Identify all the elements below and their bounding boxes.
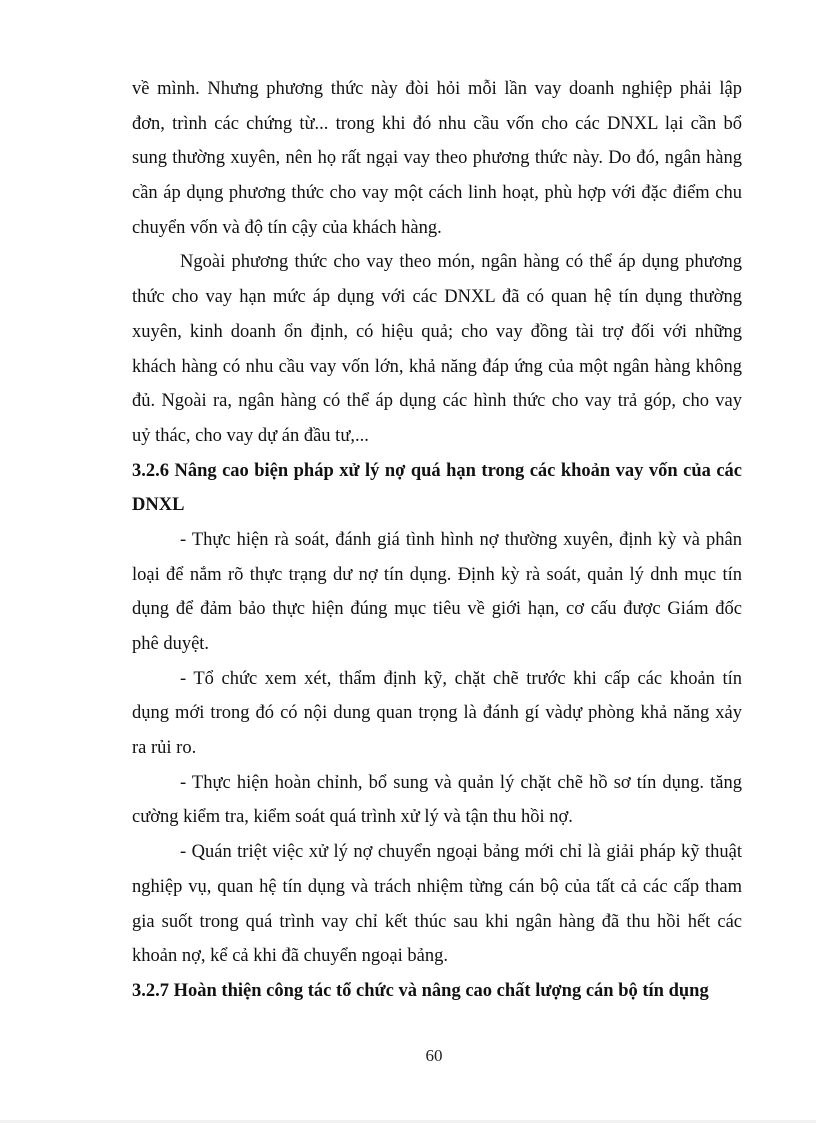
text-line: cường kiểm tra, kiểm soát quá trình xử lý và tận thu hồi nợ.: [132, 807, 573, 828]
paragraph: [132, 72, 742, 245]
text-line: - Thực hiện hoàn chỉnh, bổ sung và quản lý chặt chẽ hồ sơ tín dụng. tăng: [180, 772, 742, 793]
paragraph: [132, 523, 742, 662]
text-line: nghiệp vụ, quan hệ tín dụng và trách nhiệm từng cán bộ của tất cả các cấp tham: [132, 876, 742, 897]
page-number: 60: [425, 1046, 443, 1065]
text-line: - Thực hiện rà soát, đánh giá tình hình nợ thường xuyên, định kỳ và phân: [180, 529, 742, 550]
heading-line: 3.2.7 Hoàn thiện công tác tổ chức và nâng cao chất lượng cán bộ tín dụng: [132, 980, 709, 1001]
paragraph: [132, 245, 742, 453]
document-page: [132, 72, 742, 1009]
paragraph: [132, 766, 742, 835]
text-line: - Quán triệt việc xử lý nợ chuyển ngoại bảng mới chỉ là giải pháp kỹ thuật: [180, 842, 742, 863]
text-line: thức cho vay hạn mức áp dụng với các DNXL đã có quan hệ tín dụng thường: [132, 287, 742, 308]
text-line: sung thường xuyên, nên họ rất ngại vay theo phương thức này. Do đó, ngân hàng: [132, 148, 742, 169]
text-line: chuyển vốn và độ tín cậy của khách hàng.: [132, 217, 442, 238]
text-line: khoản nợ, kể cả khi đã chuyển ngoại bảng.: [132, 946, 448, 967]
text-line: xuyên, kinh doanh ổn định, có hiệu quả; cho vay đồng tài trợ đối với những: [132, 321, 742, 342]
text-line: loại để nắm rõ thực trạng dư nợ tín dụng. Định kỳ rà soát, quản lý dnh mục tín: [132, 564, 742, 585]
paragraph: [132, 835, 742, 974]
section-heading: [132, 454, 742, 523]
text-line: đơn, trình các chứng từ... trong khi đó nhu cầu vốn cho các DNXL lại cần bổ: [132, 113, 742, 134]
text-line: khách hàng có nhu cầu vay vốn lớn, khả năng đáp ứng của một ngân hàng không: [132, 356, 742, 377]
text-line: Ngoài phương thức cho vay theo món, ngân hàng có thể áp dụng phương: [180, 252, 742, 273]
heading-line: DNXL: [132, 495, 185, 516]
heading-line: 3.2.6 Nâng cao biện pháp xử lý nợ quá hạn trong các khoản vay vốn của các: [132, 460, 742, 481]
text-line: uỷ thác, cho vay dự án đầu tư,...: [132, 425, 369, 446]
text-line: cần áp dụng phương thức cho vay một cách linh hoạt, phù hợp với đặc điểm chu: [132, 183, 742, 204]
text-line: gia suốt trong quá trình vay chỉ kết thúc sau khi ngân hàng đã thu hồi hết các: [132, 911, 742, 932]
text-line: đủ. Ngoài ra, ngân hàng có thể áp dụng các hình thức cho vay trả góp, cho vay: [132, 391, 742, 412]
text-line: phê duyệt.: [132, 634, 210, 654]
text-line: - Tổ chức xem xét, thẩm định kỹ, chặt chẽ trước khi cấp các khoản tín: [180, 668, 742, 689]
text-line: dụng để đảm bảo thực hiện đúng mục tiêu về giới hạn, cơ cấu được Giám đốc: [132, 599, 742, 620]
paragraph: [132, 662, 742, 766]
text-line: về mình. Nhưng phương thức này đòi hỏi mỗi lần vay doanh nghiệp phải lập: [132, 79, 742, 99]
text-line: dụng mới trong đó có nội dung quan trọng là đánh gí vàdự phòng khả năng xảy: [132, 703, 742, 724]
section-heading: [132, 974, 742, 1009]
text-line: ra rủi ro.: [132, 738, 197, 759]
